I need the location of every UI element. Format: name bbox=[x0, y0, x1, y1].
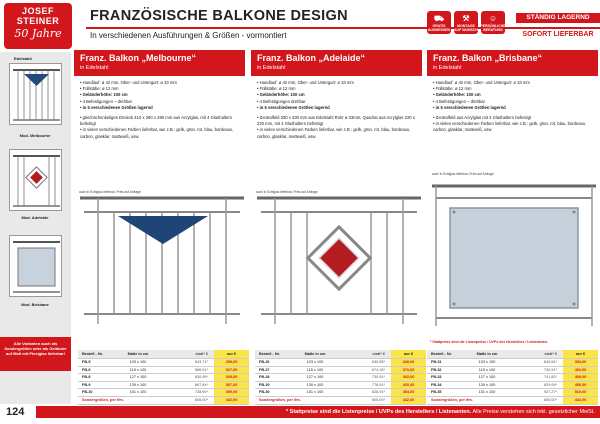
table-row bbox=[78, 359, 249, 367]
card-description bbox=[427, 115, 598, 134]
spec-item: • Füllstäbe: ø 12 mm bbox=[433, 86, 472, 92]
spec-item: • Geländerhöhe: 100 cm bbox=[257, 92, 305, 98]
dimensions: 151 x 100 bbox=[129, 390, 147, 395]
footer-bold-text: * Stattpreise sind die Listenpreise / UVPs des Herstellers / Listenanten. bbox=[286, 409, 472, 415]
sidebar-tag: Edelstahl bbox=[14, 56, 32, 61]
price-table-adelaide bbox=[255, 350, 426, 405]
spec-text: 4 Befestigungen drehbar bbox=[259, 98, 306, 104]
product-card-adelaide bbox=[251, 50, 422, 140]
spec-item: • Handlauf: ø 42 mm, Ober- und Untergurt: ø 33 mm bbox=[257, 80, 354, 85]
list-price: 586,91* bbox=[194, 367, 208, 372]
sale-price: 420,40 bbox=[391, 382, 426, 389]
dimensions: 127 x 100 bbox=[306, 375, 324, 380]
list-price: 927,27* bbox=[543, 390, 557, 395]
sale-price: 370,00 bbox=[391, 367, 426, 374]
col-header: statt* € bbox=[195, 352, 208, 356]
sale-price: 354,00 bbox=[563, 359, 598, 366]
spec-text: in 5 verschiedenen Größen lagernd bbox=[435, 104, 506, 110]
sale-price: 402,00 bbox=[563, 367, 598, 374]
badge-label: PERSÖNLICHE BERATUNG bbox=[480, 24, 506, 32]
list-price: 829,09* bbox=[543, 382, 557, 387]
sale-price: 327,00 bbox=[214, 367, 249, 374]
table-row bbox=[255, 359, 426, 367]
table-row bbox=[78, 389, 249, 397]
badge-montage bbox=[454, 11, 478, 34]
badge-label: MONTAGE AUF WUNSCH bbox=[454, 24, 478, 32]
table-header bbox=[427, 350, 598, 359]
col-header: statt* € bbox=[372, 352, 385, 356]
desc-item: • Zentralfeld aus Acrylglas mit 4 Glashaltern befestigt bbox=[433, 115, 532, 121]
card-description bbox=[251, 115, 422, 140]
echtglas-note: auch in Echtglas lieferbar, Preis auf Anfrage bbox=[79, 190, 141, 194]
table-row bbox=[427, 367, 598, 375]
col-header: Maße in cm bbox=[127, 352, 149, 356]
list-price: 630,58* bbox=[371, 360, 385, 364]
spec-item: • Geländerhöhe: 100 cm bbox=[80, 92, 128, 98]
dimensions: 115 x 100 bbox=[478, 367, 496, 372]
table-row bbox=[255, 389, 426, 397]
dimensions: 151 x 100 bbox=[478, 390, 496, 395]
card-header bbox=[427, 50, 598, 76]
spec-text: in 5 verschiedenen Größen lagernd bbox=[82, 104, 153, 110]
thumb-melbourne[interactable] bbox=[9, 63, 62, 125]
order-number: FB-28 bbox=[259, 375, 270, 380]
sale-price: 367,00 bbox=[214, 382, 249, 389]
desc-text: gleichschenkeliges Dreieck 410 x 290 x 290 mm aus Acrylglas, mit 4 Glashaltern befestigt bbox=[80, 115, 233, 127]
order-number: FB-34 bbox=[431, 382, 442, 387]
sofort-text: SOFORT LIEFERBAR bbox=[522, 31, 594, 38]
badge-beratung bbox=[481, 11, 505, 34]
card-title: Franz. Balkon „Brisbane“ bbox=[433, 53, 543, 63]
spec-text: 4 Befestigungen – drehbar bbox=[435, 98, 485, 104]
spec-item: • Handlauf: ø 42 mm, Ober- und Untergurt: ø 33 mm bbox=[433, 80, 530, 85]
brisbane-thumb-image bbox=[10, 236, 62, 297]
order-number: FB-8 bbox=[82, 375, 91, 380]
sale-price: 259,00 bbox=[214, 359, 249, 366]
sale-price: 456,00 bbox=[563, 382, 598, 389]
footer-bar bbox=[36, 406, 600, 418]
table-row-sonder bbox=[78, 397, 249, 405]
card-material: in Edelstahl bbox=[433, 65, 462, 71]
spec-text: 4 Befestigungen – drehbar bbox=[82, 98, 132, 104]
table-row bbox=[427, 359, 598, 367]
echtglas-note: auch in Echtglas lieferbar, Preis auf Anfrage bbox=[256, 190, 318, 194]
order-number: FB-26 bbox=[259, 360, 270, 364]
thumb-adelaide[interactable] bbox=[9, 149, 62, 211]
order-number: Sondergrößen, per lfm. bbox=[82, 397, 124, 402]
product-card-melbourne bbox=[74, 50, 245, 140]
spec-item: • 4 Befestigungen – drehbar bbox=[80, 98, 132, 104]
sale-price: 442,00 bbox=[391, 397, 426, 404]
desc-item: • in vielen verschiedenen Farben lieferbar, wie z.B.: gelb, grün, rot, blau, bordeaux, carbon, glasklar, mattweiß, usw. bbox=[433, 121, 587, 133]
desc-text: in vielen verschiedenen Farben lieferbar, wie z.B.: gelb, grün, rot, blau, bordeaux, carbon, glasklar, mattweiß, usw. bbox=[433, 121, 587, 133]
spec-text: Handlauf: ø 42 mm, Ober- und Untergurt: ø 33 mm bbox=[82, 80, 177, 85]
sale-price: 510,00 bbox=[563, 389, 598, 396]
price-table-melbourne bbox=[78, 350, 249, 405]
sale-price: 399,00 bbox=[214, 389, 249, 396]
order-number: FB-29 bbox=[259, 382, 270, 387]
desc-text: Zentralfeld aus Acrylglas mit 4 Glashaltern befestigt bbox=[435, 115, 532, 121]
dimensions: 151 x 100 bbox=[306, 390, 324, 395]
table-row bbox=[255, 367, 426, 375]
echtglas-note: auch in Echtglas lieferbar, Preis auf Anfrage bbox=[432, 172, 494, 176]
badge-label: GRATIS AUSMESSEN bbox=[427, 24, 451, 32]
order-number: FB-10 bbox=[82, 390, 93, 395]
table-row bbox=[255, 382, 426, 390]
spec-text: Geländerhöhe: 100 cm bbox=[259, 92, 305, 98]
tools-icon: ⚒ bbox=[462, 14, 470, 23]
desc-item: • in vielen verschiedenen Farben lieferbar, wie z.B.: gelb, grün, rot, blau, bordeaux, carbon, glasklar, mattweiß, usw. bbox=[257, 127, 411, 139]
logo-line2: STEINER bbox=[16, 16, 60, 26]
order-number: FB-31 bbox=[431, 360, 442, 364]
adelaide-illustration bbox=[255, 196, 423, 340]
order-number: Sondergrößen, per lfm. bbox=[431, 397, 473, 402]
product-card-brisbane bbox=[427, 50, 598, 134]
thumb-label-melbourne: Mod. Melbourne bbox=[19, 133, 51, 138]
spec-text: Füllstäbe: ø 12 mm bbox=[82, 86, 119, 92]
desc-text: in vielen verschiedenen Farben lieferbar, wie z.B.: gelb, grün, rot, blau, bordeaux, carbon, glasklar, mattweiß, usw. bbox=[257, 127, 411, 139]
table-header bbox=[78, 350, 249, 359]
card-specs bbox=[251, 80, 422, 111]
order-number: Sondergrößen, per lfm. bbox=[259, 397, 301, 402]
table-header bbox=[255, 350, 426, 359]
adelaide-thumb-image bbox=[10, 150, 62, 211]
col-header: Bestell - Nr. bbox=[82, 352, 103, 356]
order-number: FB-30 bbox=[259, 390, 270, 395]
col-header: Bestell - Nr. bbox=[259, 352, 280, 356]
desc-text: Zentralfeld 330 x 330 mm aus Edelstahl Rohr ø 33mm, Quadrat aus Acrylglas 220 x 220 mm, mit 4 Glashaltern befestigt bbox=[257, 115, 415, 127]
card-material: in Edelstahl bbox=[257, 65, 286, 71]
table-row bbox=[78, 367, 249, 375]
desc-item: • Zentralfeld 330 x 330 mm aus Edelstahl Rohr ø 33mm, Quadrat aus Acrylglas 220 x 220 mm, mit 4 Glashaltern befestigt bbox=[257, 115, 415, 127]
dimensions: 103 x 100 bbox=[129, 360, 147, 364]
order-number: FB-6 bbox=[82, 367, 91, 372]
sale-price: 454,00 bbox=[391, 389, 426, 396]
thumb-label-adelaide: Mod. Adelaide bbox=[21, 215, 49, 220]
card-specs bbox=[74, 80, 245, 111]
list-price: 778,91* bbox=[371, 382, 385, 387]
page-title: FRANZÖSISCHE BALKONE DESIGN bbox=[90, 8, 348, 24]
spec-text: Geländerhöhe: 100 cm bbox=[435, 92, 481, 98]
sale-price: 442,00 bbox=[214, 397, 249, 404]
price-table-brisbane bbox=[427, 350, 598, 405]
list-price: 667,84* bbox=[194, 382, 208, 387]
spec-text: Füllstäbe: ø 12 mm bbox=[259, 86, 296, 92]
thumb-label-brisbane: Mod. Brisbane bbox=[21, 302, 49, 307]
list-price: 741,82* bbox=[543, 375, 557, 380]
spec-item: • 4 Befestigungen – drehbar bbox=[433, 98, 485, 104]
service-badges bbox=[427, 11, 505, 34]
dimensions: 139 x 100 bbox=[478, 382, 496, 387]
spec-item: • in 5 verschiedenen Größen lagernd bbox=[433, 104, 506, 110]
table-row-sonder bbox=[255, 397, 426, 405]
col-header: Maße in cm bbox=[304, 352, 326, 356]
table-row bbox=[427, 389, 598, 397]
table-row-sonder bbox=[427, 397, 598, 405]
list-price: 826,91* bbox=[371, 390, 385, 395]
logo-line1: JOSEF bbox=[21, 6, 54, 16]
spec-item: • Füllstäbe: ø 12 mm bbox=[257, 86, 296, 92]
melbourne-illustration bbox=[78, 196, 246, 340]
card-specs bbox=[427, 80, 598, 111]
table-row bbox=[78, 382, 249, 390]
list-price: 730,91* bbox=[371, 375, 385, 380]
lager-banner: STÄNDIG LAGERND bbox=[516, 13, 600, 23]
badge-gratis-ausmessen bbox=[427, 11, 451, 34]
card-title: Franz. Balkon „Adelaide“ bbox=[257, 53, 366, 63]
sale-price: 349,00 bbox=[214, 374, 249, 381]
desc-item: • gleichschenkeliges Dreieck 410 x 290 x 290 mm aus Acrylglas, mit 4 Glashaltern befestigt bbox=[80, 115, 233, 127]
page-subtitle: In verschiedenen Ausführungen & Größen - vormontiert bbox=[90, 31, 287, 40]
company-logo bbox=[4, 3, 72, 49]
order-number: FB-35 bbox=[431, 390, 442, 395]
card-material: in Edelstahl bbox=[80, 65, 109, 71]
table-row bbox=[78, 374, 249, 382]
spec-text: Handlauf: ø 42 mm, Ober- und Untergurt: ø 33 mm bbox=[259, 80, 354, 85]
spec-item: • in 5 verschiedenen Größen lagernd bbox=[80, 104, 153, 110]
desc-item: • in vielen verschiedenen Farben lieferbar, wie z.B.: gelb, grün, rot, blau, bordeaux, carbon, glasklar, mattweiß, usw. bbox=[80, 127, 234, 139]
person-icon: ☺ bbox=[488, 14, 498, 23]
spec-text: in 5 verschiedenen Größen lagernd bbox=[259, 104, 330, 110]
sale-price: 408,00 bbox=[563, 374, 598, 381]
spec-item: • 4 Befestigungen drehbar bbox=[257, 98, 306, 104]
spec-text: Geländerhöhe: 100 cm bbox=[82, 92, 128, 98]
spec-item: • in 5 verschiedenen Größen lagernd bbox=[257, 104, 330, 110]
card-title: Franz. Balkon „Melbourne“ bbox=[80, 53, 197, 63]
order-number: FB-5 bbox=[82, 360, 91, 364]
statt-note: * Stattpreise sind die Listenpreise / UVPs des Herstellers / Listenanten. bbox=[430, 340, 548, 344]
truck-icon: ⛟ bbox=[433, 14, 445, 23]
dimensions: 127 x 100 bbox=[478, 375, 496, 380]
list-price: 805,00* bbox=[194, 397, 208, 402]
order-number: FB-32 bbox=[431, 367, 442, 372]
spec-text: Füllstäbe: ø 12 mm bbox=[435, 86, 472, 92]
col-header: nur € bbox=[563, 350, 598, 358]
dimensions: 115 x 100 bbox=[129, 367, 147, 372]
order-number: FB-9 bbox=[82, 382, 91, 387]
sidebar-promo: Alle Varianten auch als Sondergrößen oder als Geländer auf Maß mit Plexiglas lieferbar! bbox=[0, 337, 71, 371]
list-price: 643,64* bbox=[543, 360, 557, 364]
list-price: 805,00* bbox=[371, 397, 385, 402]
order-number: FB-33 bbox=[431, 375, 442, 380]
logo-line3: 50 Jahre bbox=[14, 27, 62, 40]
list-price: 543,71* bbox=[194, 360, 208, 364]
order-number: FB-27 bbox=[259, 367, 270, 372]
list-price: 805,00* bbox=[543, 397, 557, 402]
dimensions: 103 x 100 bbox=[306, 360, 324, 364]
dimensions: 115 x 100 bbox=[306, 367, 324, 372]
card-header bbox=[251, 50, 422, 76]
list-price: 728,90* bbox=[194, 390, 208, 395]
spec-text: Handlauf: ø 42 mm, Ober- und Untergurt: ø 33 mm bbox=[435, 80, 530, 85]
col-header: Bestell - Nr. bbox=[431, 352, 452, 356]
dimensions: 127 x 100 bbox=[129, 375, 147, 380]
thumb-brisbane[interactable] bbox=[9, 235, 62, 297]
card-description bbox=[74, 115, 245, 140]
list-price: 674,18* bbox=[371, 367, 385, 372]
melbourne-thumb-image bbox=[10, 64, 62, 125]
sale-price: 402,00 bbox=[391, 374, 426, 381]
page-number: 124 bbox=[6, 406, 25, 418]
table-row bbox=[427, 374, 598, 382]
list-price: 730,91* bbox=[543, 367, 557, 372]
dimensions: 139 x 100 bbox=[306, 382, 324, 387]
col-header: nur € bbox=[391, 350, 426, 358]
table-row bbox=[255, 374, 426, 382]
sale-price: 349,00 bbox=[391, 359, 426, 366]
footer-text: Alle Preise verstehen sich inkl. gesetzlicher MwSt. bbox=[472, 409, 595, 415]
col-header: Maße in cm bbox=[476, 352, 498, 356]
list-price: 630,95* bbox=[194, 375, 208, 380]
page-header bbox=[0, 0, 600, 46]
spec-item: • Handlauf: ø 42 mm, Ober- und Untergurt: ø 33 mm bbox=[80, 80, 177, 85]
spec-item: • Füllstäbe: ø 12 mm bbox=[80, 86, 119, 92]
dimensions: 103 x 100 bbox=[478, 360, 496, 364]
sale-price: 442,00 bbox=[563, 397, 598, 404]
col-header: statt* € bbox=[544, 352, 557, 356]
card-header bbox=[74, 50, 245, 76]
col-header: nur € bbox=[214, 350, 249, 358]
spec-item: • Geländerhöhe: 100 cm bbox=[433, 92, 481, 98]
desc-text: in vielen verschiedenen Farben lieferbar, wie z.B.: gelb, grün, rot, blau, bordeaux, carbon, glasklar, mattweiß, usw. bbox=[80, 127, 234, 139]
header-divider bbox=[86, 27, 600, 29]
table-row bbox=[427, 382, 598, 390]
brisbane-illustration bbox=[430, 180, 598, 330]
dimensions: 139 x 100 bbox=[129, 382, 147, 387]
